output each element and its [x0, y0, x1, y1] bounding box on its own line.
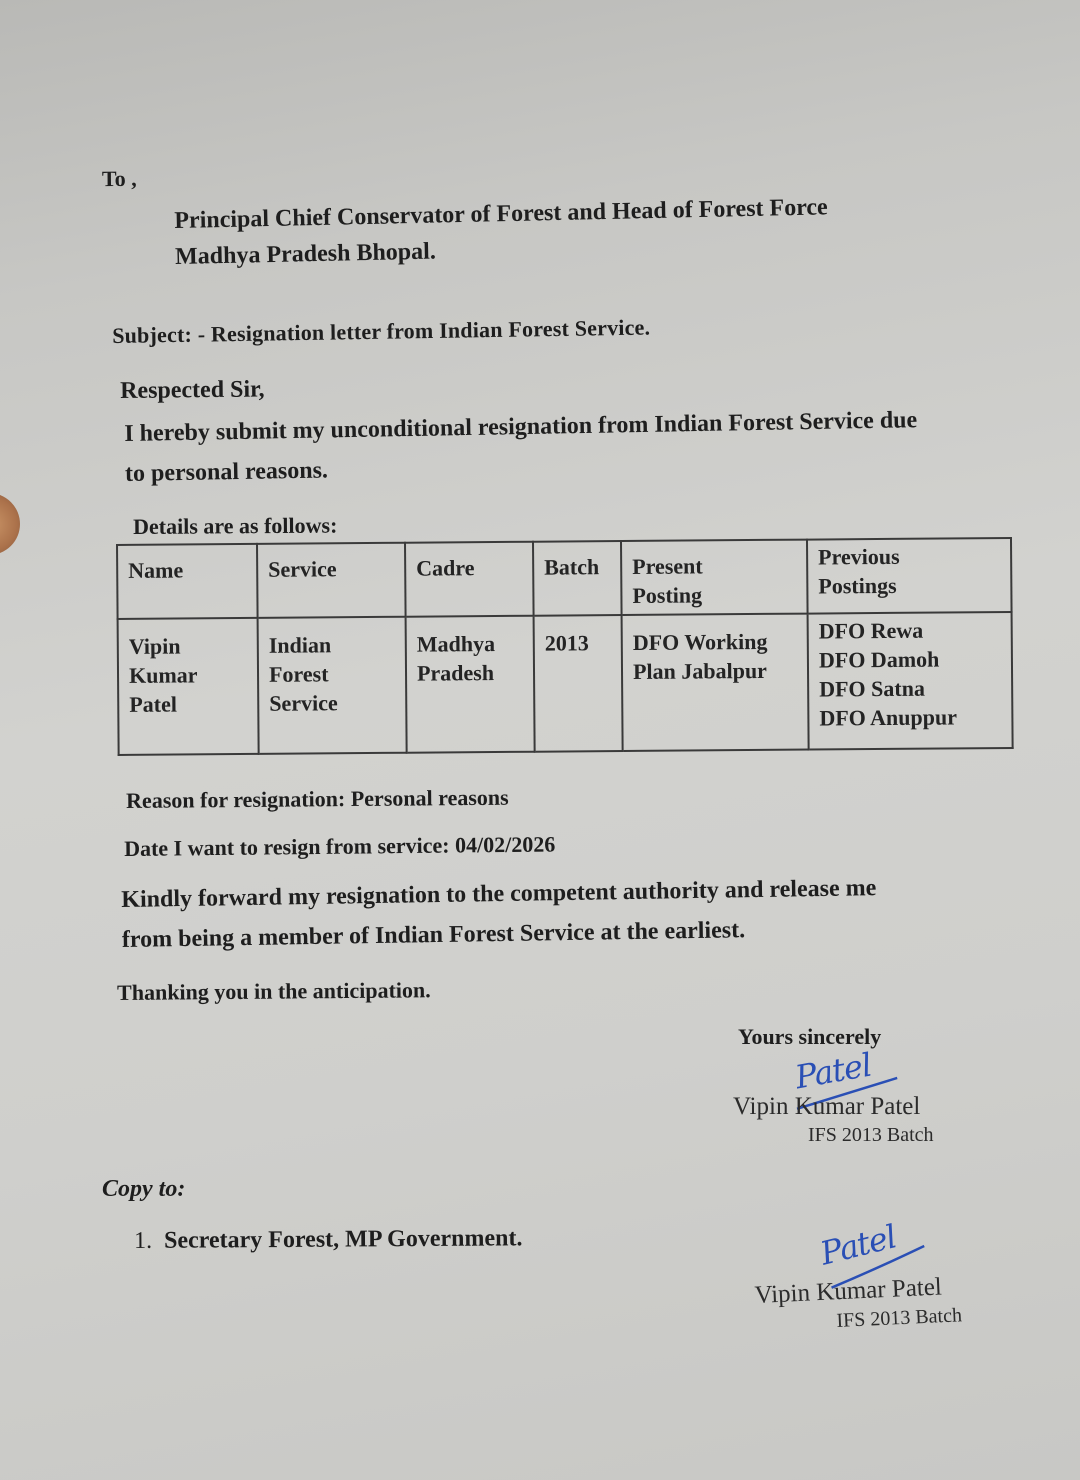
addressee-line-1: Principal Chief Conservator of Forest and Head of Forest Force: [174, 194, 828, 234]
handwritten-signature-2: [817, 1217, 900, 1272]
copy-to-label: Copy to:: [102, 1176, 186, 1202]
cell-present-posting-line: DFO Working: [632, 628, 768, 655]
header-cadre: Cadre: [405, 542, 534, 617]
details-intro: Details are as follows:: [133, 512, 338, 539]
body-paragraph-1-line-1: I hereby submit my unconditional resignation from Indian Forest Service due: [124, 407, 918, 447]
cell-service-line: Forest: [268, 661, 329, 687]
second-signatory-name: Vipin Kumar Patel: [754, 1273, 943, 1309]
header-name: Name: [117, 544, 258, 619]
cell-cadre: [406, 616, 535, 753]
thanks-line: Thanking you in the anticipation.: [117, 977, 431, 1005]
table-row: [118, 612, 1013, 755]
header-present-posting-line-1: Present: [632, 553, 703, 579]
header-present-posting-line-2: Posting: [632, 582, 703, 608]
body-paragraph-2: [121, 868, 877, 960]
cell-cadre-line: Madhya: [416, 631, 496, 657]
cell-present-posting: [622, 614, 809, 751]
header-batch: Batch: [533, 541, 622, 616]
cell-service: [258, 617, 407, 754]
cell-previous-postings: [808, 612, 1013, 750]
closing-line: Yours sincerely: [738, 1024, 882, 1049]
cell-service-line: Indian: [268, 632, 332, 658]
cell-previous-posting-line: DFO Damoh: [818, 646, 940, 673]
header-present-posting: [621, 540, 808, 615]
details-table: [116, 537, 1014, 756]
cell-name-line: Kumar: [128, 662, 198, 688]
copy-to-item-number: 1.: [134, 1227, 153, 1254]
reason-line: Reason for resignation: Personal reasons: [126, 784, 509, 813]
body-paragraph-1-line-2: to personal reasons.: [124, 457, 329, 487]
signatory-designation: IFS 2013 Batch: [808, 1124, 934, 1146]
cell-name: [118, 618, 259, 755]
cell-cadre-line: Pradesh: [416, 660, 495, 686]
header-previous-postings-line-1: Previous: [818, 543, 900, 570]
signatory-name: Vipin Kumar Patel: [733, 1093, 921, 1120]
details-table-wrapper: [116, 537, 1014, 756]
header-previous-postings: [807, 538, 1012, 614]
body-paragraph-1: [124, 400, 918, 494]
body-paragraph-2-line-1: Kindly forward my resignation to the competent authority and release me: [121, 875, 877, 913]
body-paragraph-2-line-2: from being a member of Indian Forest Service at the earliest.: [121, 917, 746, 953]
copy-to-item-text: Secretary Forest, MP Government.: [163, 1225, 523, 1254]
handwritten-signature-1: [792, 1046, 874, 1097]
addressee-block: [174, 189, 829, 275]
cell-previous-posting-line: DFO Satna: [819, 675, 926, 702]
signature-2-text: Patel: [816, 1217, 900, 1273]
cell-service-line: Service: [269, 690, 338, 716]
salutation: Respected Sir,: [120, 376, 265, 404]
header-service: Service: [257, 543, 406, 618]
cell-name-line: Patel: [129, 691, 178, 717]
header-previous-postings-line-2: Postings: [818, 572, 897, 599]
second-signatory-designation: IFS 2013 Batch: [836, 1304, 963, 1332]
signature-1-text: Patel: [792, 1045, 874, 1097]
copy-to-item: [134, 1225, 523, 1255]
table-header-row: [117, 538, 1012, 619]
cell-batch: 2013: [534, 615, 623, 752]
subject-line: Subject: - Resignation letter from Indian Forest Service.: [112, 314, 651, 348]
to-label: To ,: [101, 165, 137, 192]
cell-previous-posting-line: DFO Anuppur: [819, 704, 958, 731]
finger-edge: [0, 493, 20, 555]
addressee-line-2: Madhya Pradesh Bhopal.: [174, 238, 437, 270]
cell-previous-posting-line: DFO Rewa: [818, 617, 924, 644]
resign-date-line: Date I want to resign from service: 04/02/2026: [124, 831, 556, 861]
cell-name-line: Vipin: [128, 633, 181, 659]
cell-present-posting-line: Plan Jabalpur: [632, 657, 767, 684]
